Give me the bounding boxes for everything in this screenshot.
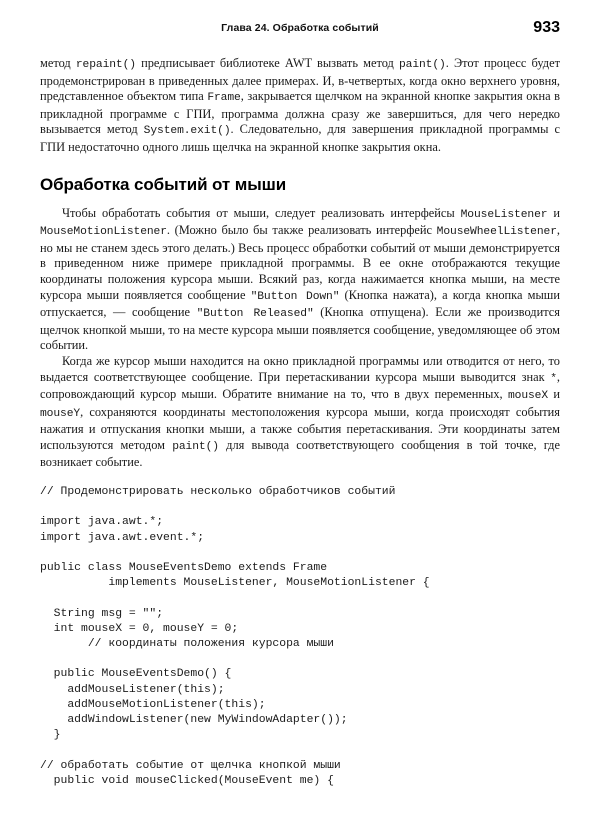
code-line: String msg = ""; bbox=[40, 607, 164, 620]
text-fragment: , сопровождающий курсор мыши. Обратите внимание на то, что в двух переменных, bbox=[40, 369, 560, 402]
code-line: public class MouseEventsDemo extends Frame bbox=[40, 562, 328, 575]
text-fragment: и bbox=[548, 387, 560, 402]
paragraph-2 bbox=[40, 206, 560, 354]
text-fragment: (Кнопка отпущена). Если же производится щелчок кнопкой мыши, то на месте курсора мыши появляется сообщение, уведомляющее об этом событии. bbox=[40, 305, 560, 353]
code-line: public MouseEventsDemo() { bbox=[40, 668, 232, 681]
code-line-blank bbox=[40, 500, 560, 515]
code-fragment: mouseX bbox=[507, 390, 549, 403]
paragraph-1 bbox=[40, 56, 560, 156]
text-fragment: . Этот процесс будет продемонстрирован в приведенных далее примерах. И, в-четвертых, когда окно верхнего уровня, представленное объектом типа bbox=[40, 56, 560, 104]
code-listing bbox=[40, 485, 560, 789]
section-heading: Обработка событий от мыши bbox=[40, 174, 287, 194]
text-fragment: метод bbox=[40, 56, 76, 70]
code-line: addMouseMotionListener(this); bbox=[40, 698, 266, 711]
paragraph-3 bbox=[40, 354, 560, 471]
code-line: addWindowListener(new MyWindowAdapter()); bbox=[40, 714, 348, 727]
text-fragment: . Следовательно, для завершения прикладной программы с ГПИ недостаточно одного лишь щелчка на экранной кнопке закрытия окна. bbox=[40, 122, 560, 154]
text-fragment: (Кнопка нажата), а когда кнопка мыши отпускается, — сообщение bbox=[40, 287, 560, 320]
text-fragment: , сохраняются координаты местоположения курсора мыши, когда происходят события нажатия и отпускания кнопки мыши, а также события перетаскивания. Эти координаты затем используются методом bbox=[40, 404, 560, 452]
code-fragment: MouseWheelListener bbox=[436, 226, 557, 239]
code-fragment: paint() bbox=[398, 59, 446, 71]
text-fragment: , закрывается щелчком на экранной кнопке закрытия окна в прикладной программе с ГПИ, программа должна сразу же завершиться, для чего нередко вызывается метод bbox=[40, 89, 561, 137]
code-fragment: "Button Released" bbox=[196, 308, 314, 321]
code-fragment: "Button Down" bbox=[250, 290, 340, 303]
page-number: 933 bbox=[533, 19, 560, 36]
code-fragment: Frame bbox=[207, 92, 241, 105]
page-content bbox=[40, 19, 561, 789]
text-fragment: , но мы не станем здесь этого делать.) Весь процесс обработки событий от мыши демонстрируется в приведенном ниже примере прикладной программы. В ее окне отображаются текущие координаты положения курсора мыши. Всякий раз, когда нажимается кнопка мыши, на месте курсора мыши появляется сообщение bbox=[40, 223, 560, 302]
text-fragment: . (Можно было бы также реализовать интерфейс bbox=[166, 223, 437, 238]
code-fragment: * bbox=[550, 372, 557, 385]
code-line: import java.awt.*; bbox=[40, 516, 164, 529]
text-fragment: для вывода соответствующего сообщения в той точке, где возникает событие. bbox=[40, 437, 560, 470]
page-header bbox=[40, 19, 560, 44]
code-line: } bbox=[40, 729, 61, 742]
code-fragment: repaint() bbox=[75, 59, 136, 71]
code-line: import java.awt.event.*; bbox=[40, 531, 205, 544]
code-line-blank bbox=[40, 743, 560, 758]
code-line: public void mouseClicked(MouseEvent me) { bbox=[40, 774, 334, 787]
code-line: // координаты положения курсора мыши bbox=[40, 638, 334, 651]
code-fragment: System.exit() bbox=[143, 125, 231, 138]
code-line: // обработать событие от щелчка кнопкой мыши bbox=[40, 759, 341, 772]
code-line-blank bbox=[40, 546, 560, 561]
code-line-blank bbox=[40, 591, 560, 606]
code-line-blank bbox=[40, 652, 560, 667]
code-fragment: mouseY bbox=[40, 407, 81, 420]
text-fragment: Чтобы обработать события от мыши, следует реализовать интерфейсы bbox=[62, 205, 461, 220]
text-fragment: Когда же курсор мыши находится на окно прикладной программы или отводится от него, то выдается соответствующее сообщение. При перетаскивании курсора мыши выводится знак bbox=[40, 353, 560, 384]
code-line: implements MouseListener, MouseMotionListener { bbox=[40, 577, 430, 590]
text-fragment: и bbox=[547, 205, 561, 220]
code-line: // Продемонстрировать несколько обработчиков событий bbox=[40, 486, 396, 499]
chapter-title: Глава 24. Обработка событий bbox=[221, 22, 379, 34]
code-fragment: MouseMotionListener bbox=[40, 226, 167, 239]
code-line: addMouseListener(this); bbox=[40, 683, 225, 696]
code-line: int mouseX = 0, mouseY = 0; bbox=[40, 622, 239, 635]
code-fragment: paint() bbox=[172, 440, 219, 453]
text-fragment: предписывает библиотеке AWT вызвать метод bbox=[135, 56, 399, 70]
code-fragment: MouseListener bbox=[460, 208, 548, 221]
